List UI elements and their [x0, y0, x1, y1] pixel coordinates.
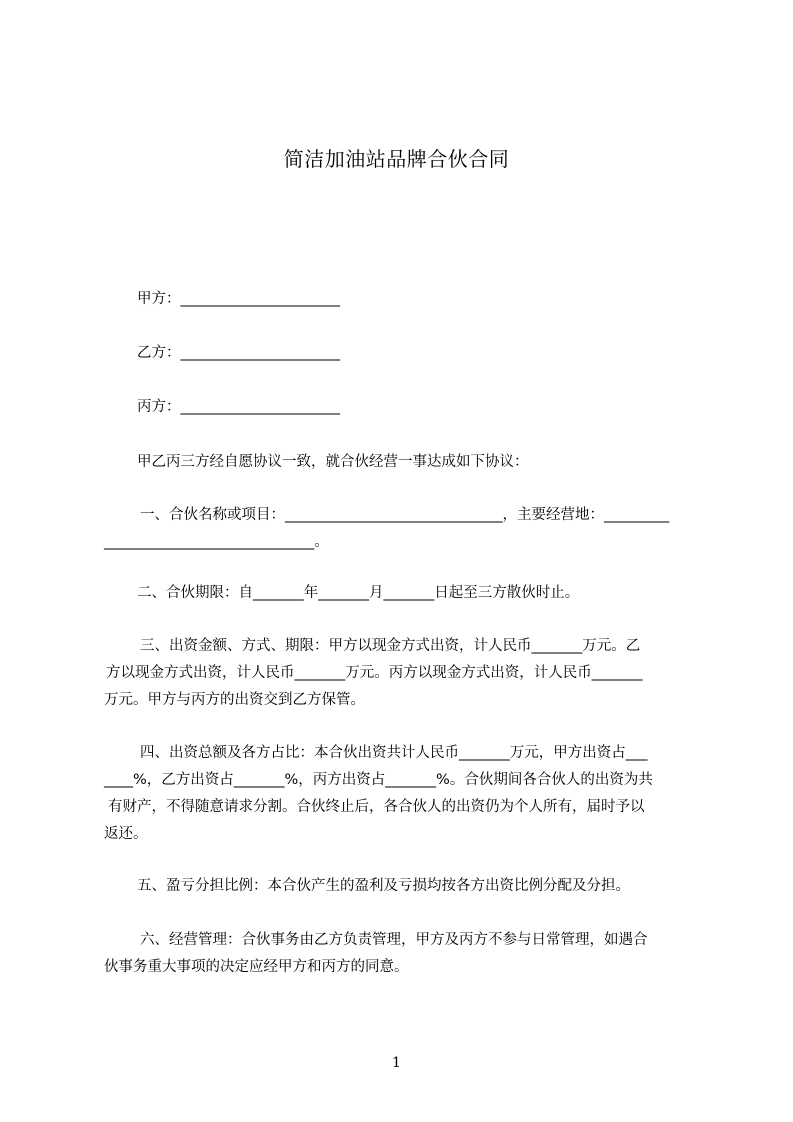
clause-6-line-2: 伙事务重大事项的决定应经甲方和丙方的同意。: [104, 959, 409, 975]
page-number: 1: [392, 1055, 401, 1071]
clause-1-line-2: _____________________________。: [104, 534, 329, 550]
party-c-line: 丙方：______________________: [137, 399, 340, 415]
clause-3-line-2: 方以现金方式出资，计人民币_______万元。丙方以现金方式出资，计人民币_______: [106, 665, 643, 681]
clause-1-line-1: 一、合伙名称或项目：______________________________，主要经营地：_________: [140, 507, 670, 523]
party-b-line: 乙方：______________________: [137, 345, 340, 361]
clause-6-line-1: 六、经营管理：合伙事务由乙方负责管理，甲方及丙方不参与日常管理，如遇合: [140, 932, 648, 948]
clause-3-line-1: 三、出资金额、方式、期限：甲方以现金方式出资，计人民币_______万元。乙: [140, 638, 641, 654]
clause-4-line-2: ____%，乙方出资占_______%，丙方出资占_______%。合伙期间各合伙人的出资为共: [104, 772, 653, 788]
clause-4-line-4: 返还。: [104, 826, 148, 842]
clause-4-line-3: 有财产，不得随意请求分割。合伙终止后，各合伙人的出资仍为个人所有，届时予以: [108, 799, 645, 815]
clause-5-line-1: 五、盈亏分担比例：本合伙产生的盈利及亏损均按各方出资比例分配及分担。: [137, 878, 630, 894]
clause-4-line-1: 四、出资总额及各方占比：本合伙出资共计人民币_______万元，甲方出资占___: [140, 745, 648, 761]
intro-paragraph: 甲乙丙三方经自愿协议一致，就合伙经营一事达成如下协议：: [137, 454, 529, 470]
clause-3-line-3: 万元。甲方与丙方的出资交到乙方保管。: [104, 692, 365, 708]
party-a-line: 甲方：______________________: [137, 291, 340, 307]
document-title: 简洁加油站品牌合伙合同: [283, 147, 510, 171]
clause-2-line-1: 二、合伙期限：自_______年_______月_______日起至三方散伙时止。: [137, 585, 580, 601]
